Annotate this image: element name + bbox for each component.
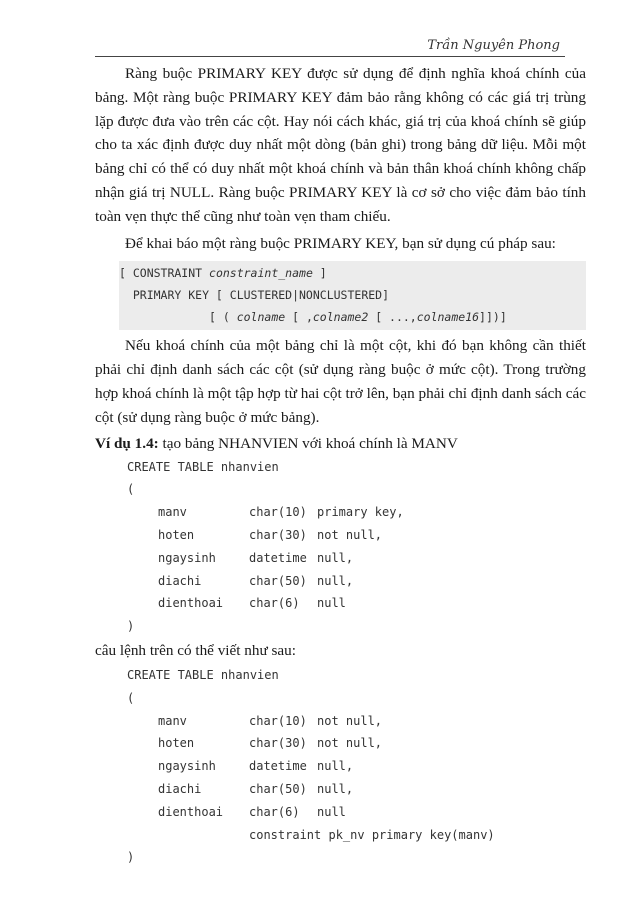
header-rule	[95, 56, 565, 57]
code-column-rest: null	[317, 596, 346, 611]
code-column-type: char(10)	[249, 505, 307, 520]
syntax-text: ]	[312, 266, 327, 281]
syntax-variable: colname	[236, 310, 286, 325]
code-line: (	[127, 482, 135, 497]
code-column-type: char(30)	[249, 736, 307, 751]
code-column-rest: null,	[317, 781, 354, 796]
code-column-name: hoten	[158, 736, 195, 751]
syntax-box	[119, 261, 586, 330]
example-text: tạo bảng NHANVIEN với khoá chính là MANV	[158, 434, 458, 452]
code-column-name: manv	[158, 505, 187, 520]
code-column-name: hoten	[158, 527, 195, 542]
code-constraint: constraint pk_nv primary key(manv)	[249, 827, 495, 842]
code-spacer	[158, 824, 249, 847]
code-column-type: datetime	[249, 759, 307, 774]
code-column-name: ngaysinh	[158, 550, 216, 565]
code-column-row	[127, 778, 586, 801]
syntax-line	[119, 262, 586, 284]
code-column-name: dienthoai	[158, 804, 224, 819]
code-block-2	[127, 664, 586, 869]
code-line: CREATE TABLE nhanvien	[127, 459, 279, 474]
code-column-rest: not null,	[317, 527, 383, 542]
syntax-variable: colname16	[416, 310, 480, 325]
caption-alternative: câu lệnh trên có thể viết như sau:	[95, 641, 296, 659]
page-content	[95, 62, 586, 869]
header-author: Trần Nguyên Phong	[427, 38, 560, 53]
code-column-type: char(10)	[249, 713, 307, 728]
syntax-text: [ (	[119, 310, 237, 325]
code-column-row	[127, 501, 586, 524]
code-column-name: ngaysinh	[158, 759, 216, 774]
code-column-row	[127, 801, 586, 824]
example-heading	[95, 432, 586, 456]
code-column-row	[127, 524, 586, 547]
code-column-name: diachi	[158, 573, 202, 588]
code-column-row	[127, 570, 586, 593]
example-label: Ví dụ 1.4:	[95, 434, 159, 452]
code-column-rest: null,	[317, 550, 354, 565]
syntax-variable: constraint_name	[209, 266, 313, 281]
syntax-text: [ ...,	[368, 310, 417, 325]
code-column-type: char(30)	[249, 527, 307, 542]
code-column-rest: null,	[317, 573, 354, 588]
syntax-line: PRIMARY KEY [ CLUSTERED|NONCLUSTERED]	[119, 288, 390, 303]
code-column-rest: primary key,	[317, 505, 404, 520]
code-column-row	[127, 547, 586, 570]
syntax-text: [ ,	[285, 310, 313, 325]
code-column-type: char(50)	[249, 573, 307, 588]
code-column-type: char(6)	[249, 596, 300, 611]
syntax-text: [ CONSTRAINT	[119, 266, 210, 281]
syntax-line	[119, 306, 586, 328]
code-column-type: datetime	[249, 550, 307, 565]
syntax-variable: colname2	[312, 310, 369, 325]
code-column-row	[127, 732, 586, 755]
code-line: CREATE TABLE nhanvien	[127, 667, 279, 682]
paragraph-column-list: Nếu khoá chính của một bảng chỉ là một cột, khi đó bạn không cần thiết phải chỉ định danh sách các cột (sử dụng ràng buộc ở mức cột). Trong trường hợp khoá chính là một tập hợp từ hai cột trở lên, bạn phải chỉ định danh sách các cột (sử dụng ràng buộc ở mức bảng).	[95, 337, 586, 426]
paragraph-syntax-intro: Để khai báo một ràng buộc PRIMARY KEY, bạn sử dụng cú pháp sau:	[125, 234, 556, 252]
code-column-rest: not null,	[317, 736, 383, 751]
code-constraint-row	[127, 824, 586, 847]
code-column-row	[127, 710, 586, 733]
code-column-type: char(50)	[249, 781, 307, 796]
code-line: )	[127, 850, 135, 865]
code-column-type: char(6)	[249, 804, 300, 819]
syntax-text: ]])]	[479, 310, 507, 325]
code-column-rest: null	[317, 804, 346, 819]
code-column-name: dienthoai	[158, 596, 224, 611]
code-column-rest: null,	[317, 759, 354, 774]
code-column-name: diachi	[158, 781, 202, 796]
code-column-row	[127, 755, 586, 778]
code-column-name: manv	[158, 713, 187, 728]
paragraph-primary-key-intro: Ràng buộc PRIMARY KEY được sử dụng để định nghĩa khoá chính của bảng. Một ràng buộc PRIMARY KEY đảm bảo rằng không có các giá trị trùng lặp được đưa vào trên các cột. Hay nói cách khác, giá trị của khoá chính sẽ giúp cho ta xác định được duy nhất một dòng (bản ghi) trong bảng dữ liệu. Mỗi một bảng chỉ có thể có duy nhất một khoá chính và bản thân khoá chính không chấp nhận giá trị NULL. Ràng buộc PRIMARY KEY là cơ sở cho việc đảm bảo tính toàn vẹn thực thể cũng như toàn vẹn tham chiếu.	[95, 65, 586, 225]
code-line: (	[127, 690, 135, 705]
code-column-rest: not null,	[317, 713, 383, 728]
code-line: )	[127, 619, 135, 634]
code-column-row	[127, 592, 586, 615]
code-block-1	[127, 456, 586, 638]
